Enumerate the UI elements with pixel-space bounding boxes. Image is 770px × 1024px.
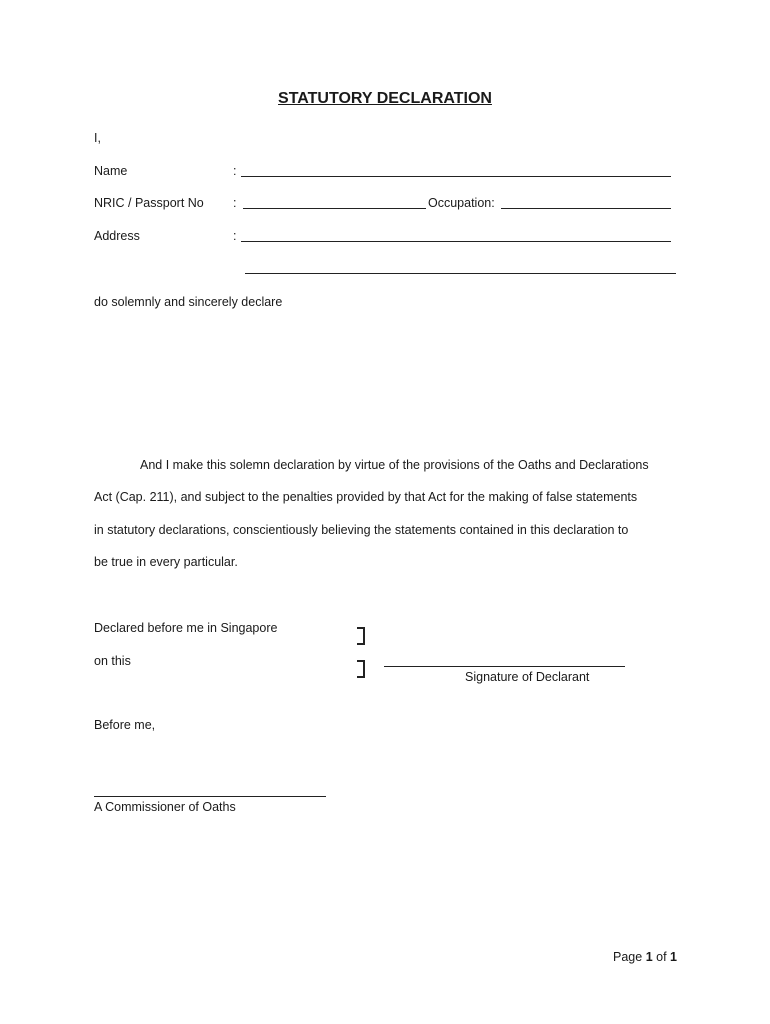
occupation-label: Occupation: bbox=[428, 196, 495, 210]
declared-before-text: Declared before me in Singapore bbox=[94, 621, 278, 635]
address-label: Address bbox=[94, 229, 140, 243]
declare-text: do solemnly and sincerely declare bbox=[94, 295, 283, 309]
paragraph-line-2: Act (Cap. 211), and subject to the penalties provided by that Act for the making of false statements bbox=[94, 490, 638, 504]
document-title: STATUTORY DECLARATION bbox=[278, 90, 492, 107]
address-line-2[interactable] bbox=[245, 273, 676, 274]
bracket-mark-1 bbox=[357, 627, 365, 645]
nric-line[interactable] bbox=[243, 208, 426, 209]
of-word: of bbox=[656, 950, 667, 964]
occupation-line[interactable] bbox=[501, 208, 671, 209]
commissioner-line[interactable] bbox=[94, 796, 326, 797]
page-current: 1 bbox=[645, 950, 653, 964]
commissioner-label: A Commissioner of Oaths bbox=[94, 800, 236, 814]
address-colon: : bbox=[233, 229, 237, 243]
paragraph-line-1: And I make this solemn declaration by virtue of the provisions of the Oaths and Declarations bbox=[140, 458, 649, 472]
page-number bbox=[613, 950, 677, 964]
nric-colon: : bbox=[233, 196, 237, 210]
nric-label: NRIC / Passport No bbox=[94, 196, 204, 210]
name-line[interactable] bbox=[241, 176, 671, 177]
signature-line[interactable] bbox=[384, 666, 625, 667]
address-line-1[interactable] bbox=[241, 241, 671, 242]
intro-text: I, bbox=[94, 131, 101, 145]
name-colon: : bbox=[233, 164, 237, 178]
name-label: Name bbox=[94, 164, 128, 178]
page-word: Page bbox=[613, 950, 643, 964]
before-me-text: Before me, bbox=[94, 718, 156, 732]
bracket-mark-2 bbox=[357, 660, 365, 678]
signature-label: Signature of Declarant bbox=[465, 670, 590, 684]
paragraph-line-4: be true in every particular. bbox=[94, 555, 238, 569]
on-this-text: on this bbox=[94, 654, 131, 668]
page-total: 1 bbox=[670, 950, 677, 964]
paragraph-line-3: in statutory declarations, conscientiously believing the statements contained in this declaration to bbox=[94, 523, 629, 537]
